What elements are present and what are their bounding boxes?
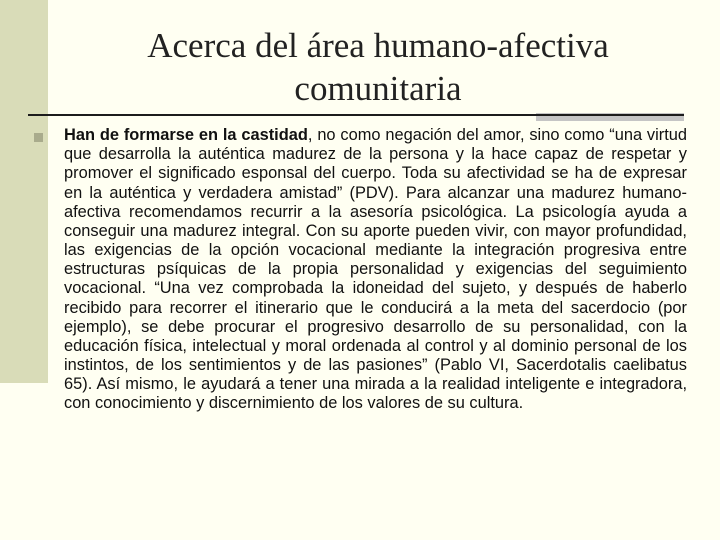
title-divider <box>28 114 684 116</box>
bullet-paragraph <box>64 126 687 414</box>
bullet-square-icon <box>34 133 43 142</box>
bullet-body-text: , no como negación del amor, sino como “una virtud que desarrolla la auténtica madurez de la persona y la hace capaz de respetar y promover el significado esponsal del cuerpo. Toda su afectividad se ha de expresar en la auténtica y verdadera amistad” (PDV). Para alcanzar una madurez humano-afectiva recomendamos recurrir a la asesoría psicológica. La psicología ayuda a conseguir una madurez integral. Con su aporte pueden vivir, con mayor profundidad, las exigencias de la opción vocacional mediante la integración progresiva entre estructuras psíquicas de la propia personalidad y exigencias del seguimiento vocacional. “Una vez comprobada la idoneidad del sujeto, y después de haberlo recibido para recorrer el itinerario que le conducirá a la meta del sacerdocio (por ejemplo), se debe procurar el progresivo desarrollo de su personalidad, con la educación física, intelectual y moral ordenada al control y al dominio personal de los instintos, de los sentimientos y de las pasiones” (Pablo VI, Sacerdotalis caelibatus 65). Así mismo, le ayudará a tener una mirada a la realidad inteligente e integradora, con conocimiento y discernimiento de los valores de su cultura. <box>64 126 688 413</box>
bullet-lead-text: Han de formarse en la castidad <box>64 126 308 144</box>
title-line-1: Acerca del área humano-afectiva <box>147 26 609 65</box>
slide-title <box>60 24 696 110</box>
decorative-left-bar <box>0 0 48 383</box>
title-line-2: comunitaria <box>294 69 462 108</box>
